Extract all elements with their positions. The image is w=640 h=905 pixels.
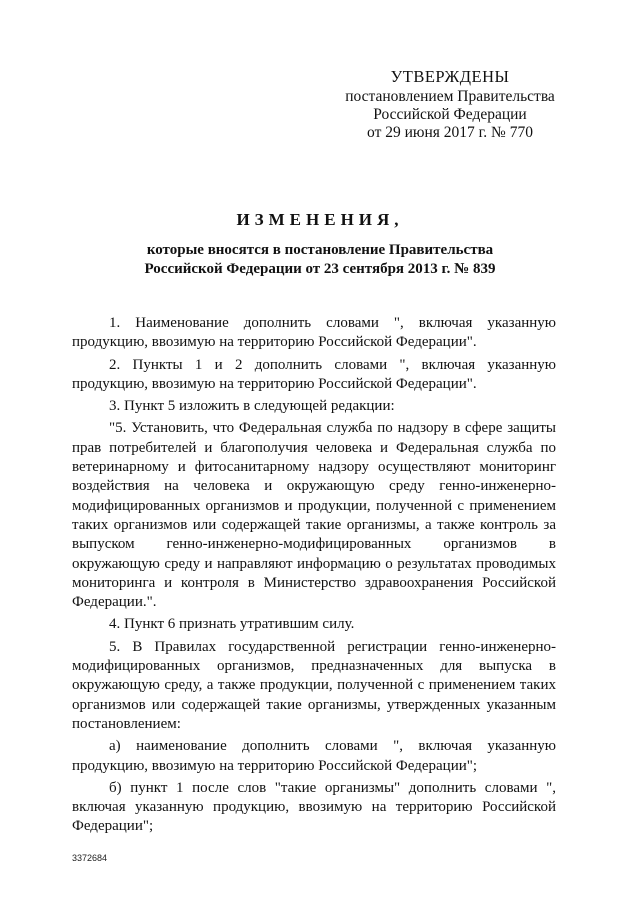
approval-line-2: Российской Федерации: [373, 106, 527, 123]
paragraph-item-5: 5. В Правилах государственной регистрации генно-инженерно-модифицированных организмов, предназначенных для выпуска в окружающую среду, а также продукции, полученной с применением таких организмов или содержащей такие организмы, утвержденных указанным постановлением:: [72, 638, 556, 732]
approval-line-3: от 29 июня 2017 г. № 770: [367, 124, 533, 141]
paragraph-item-4: 4. Пункт 6 признать утратившим силу.: [109, 616, 355, 633]
subtitle-line-1: которые вносятся в постановление Правительства: [146, 242, 494, 258]
document-subtitle: [70, 241, 570, 279]
document-number: 3372684: [72, 853, 108, 863]
paragraph-item-3: 3. Пункт 5 изложить в следующей редакции:: [109, 398, 395, 415]
approval-line-1: постановлением Правительства: [345, 88, 555, 105]
document-title: ИЗМЕНЕНИЯ,: [236, 210, 404, 229]
subtitle-line-2: Российской Федерации от 23 сентября 2013 г. № 839: [144, 261, 496, 277]
paragraph-item-5a: а) наименование дополнить словами ", включая указанную продукцию, ввозимую на территорию Российской Федерации";: [72, 738, 556, 774]
paragraph-item-5b: б) пункт 1 после слов "такие организмы" дополнить словами ", включая указанную продукцию, ввозимую на территорию Российской Федерации";: [72, 779, 556, 835]
approval-block: [330, 68, 570, 142]
paragraph-item-1: 1. Наименование дополнить словами ", включая указанную продукцию, ввозимую на территорию Российской Федерации".: [72, 315, 556, 351]
approval-heading: УТВЕРЖДЕНЫ: [390, 67, 510, 86]
paragraph-item-2: 2. Пункты 1 и 2 дополнить словами ", включая указанную продукцию, ввозимую на территорию Российской Федерации".: [72, 356, 556, 392]
document-body: [72, 314, 556, 840]
paragraph-item-3-quote: "5. Установить, что Федеральная служба по надзору в сфере защиты прав потребителей и благополучия человека и Федеральная служба по ветеринарному и фитосанитарному надзору осуществляют мониторинг воздействия на человека и окружающую среду генно-инженерно-модифицированных организмов и продукции, полученной с применением таких организмов или содержащей такие организмы, а также контроль за выпуском генно-инженерно-модифицированных организмов в окружающую среду и направляют информацию о результатах проводимых мониторинга и контроля в Министерство здравоохранения Российской Федерации.".: [72, 420, 556, 611]
